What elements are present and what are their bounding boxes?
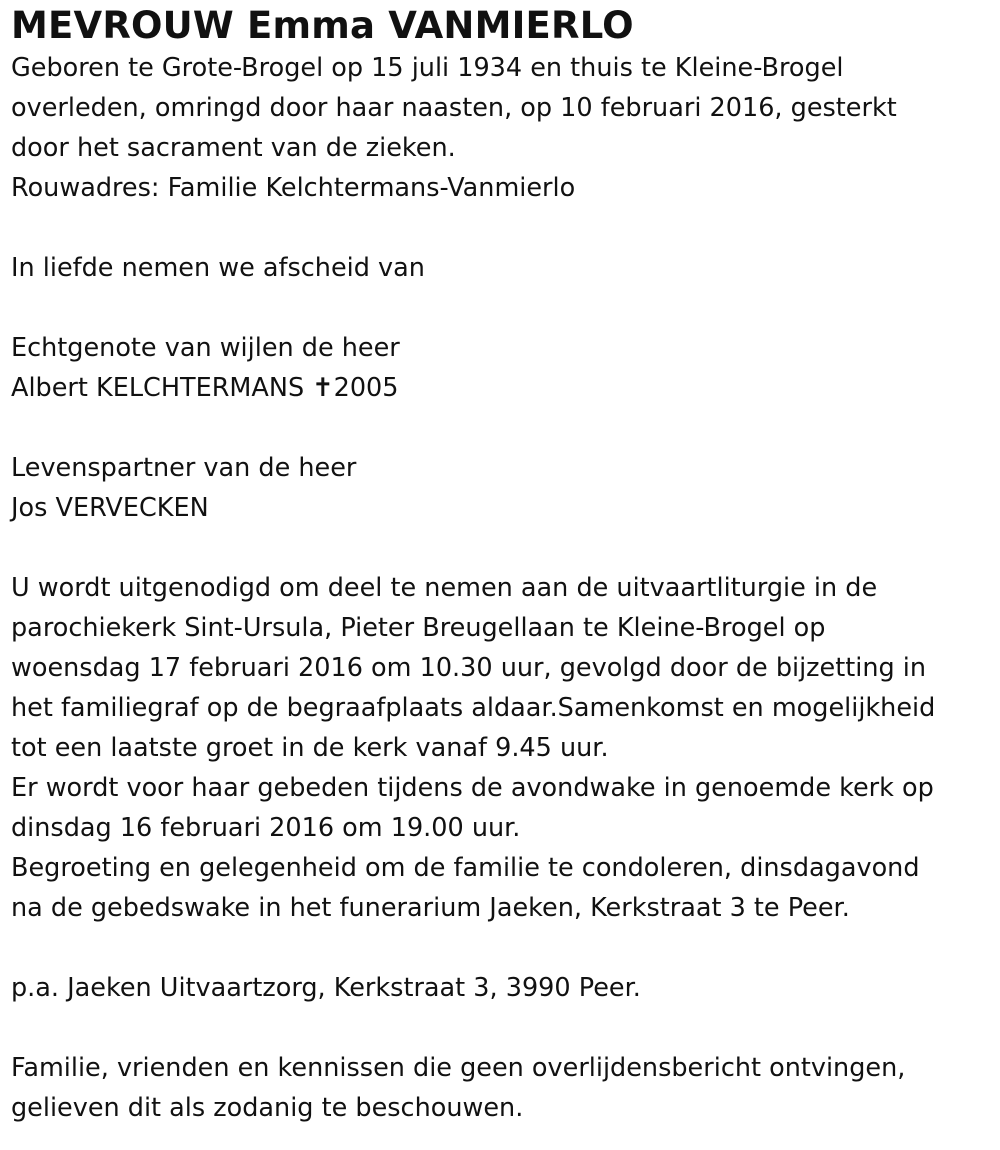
spacer bbox=[11, 208, 996, 248]
spouse-relation: Echtgenote van wijlen de heer bbox=[11, 333, 400, 363]
funeral-home-address: p.a. Jaeken Uitvaartzorg, Kerkstraat 3, 3990 Peer. bbox=[11, 973, 641, 1003]
intro-line: Geboren te Grote-Brogel op 15 juli 1934 en thuis te Kleine-Brogel bbox=[11, 53, 844, 83]
closing-line: gelieven dit als zodanig te beschouwen. bbox=[11, 1093, 524, 1123]
notice-body bbox=[11, 48, 996, 1128]
spacer bbox=[11, 288, 996, 328]
ceremony-line: tot een laatste groet in de kerk vanaf 9.45 uur. bbox=[11, 733, 609, 763]
spacer bbox=[11, 528, 996, 568]
notice-title: MEVROUW Emma VANMIERLO bbox=[11, 4, 634, 47]
spacer bbox=[11, 408, 996, 448]
mourning-address: Rouwadres: Familie Kelchtermans-Vanmierlo bbox=[11, 173, 576, 203]
intro-line: overleden, omringd door haar naasten, op 10 februari 2016, gesterkt bbox=[11, 93, 897, 123]
spacer bbox=[11, 1008, 996, 1048]
spouse-name: Albert KELCHTERMANS ✝2005 bbox=[11, 373, 399, 403]
closing-line: Familie, vrienden en kennissen die geen overlijdensbericht ontvingen, bbox=[11, 1053, 906, 1083]
death-notice bbox=[11, 0, 996, 1128]
ceremony-line: Begroeting en gelegenheid om de familie te condoleren, dinsdagavond bbox=[11, 853, 920, 883]
ceremony-line: U wordt uitgenodigd om deel te nemen aan de uitvaartliturgie in de bbox=[11, 573, 878, 603]
farewell-line: In liefde nemen we afscheid van bbox=[11, 253, 425, 283]
intro-paragraph bbox=[11, 48, 996, 208]
ceremony-line: woensdag 17 februari 2016 om 10.30 uur, gevolgd door de bijzetting in bbox=[11, 653, 927, 683]
partner-relation: Levenspartner van de heer bbox=[11, 453, 357, 483]
ceremony-line: dinsdag 16 februari 2016 om 19.00 uur. bbox=[11, 813, 521, 843]
spacer bbox=[11, 928, 996, 968]
partner-name: Jos VERVECKEN bbox=[11, 493, 209, 523]
closing-paragraph bbox=[11, 1048, 996, 1128]
ceremony-paragraph bbox=[11, 568, 996, 928]
intro-line: door het sacrament van de zieken. bbox=[11, 133, 456, 163]
ceremony-line: na de gebedswake in het funerarium Jaeken, Kerkstraat 3 te Peer. bbox=[11, 893, 850, 923]
spouse-block bbox=[11, 328, 996, 408]
partner-block bbox=[11, 448, 996, 528]
ceremony-line: het familiegraf op de begraafplaats aldaar.Samenkomst en mogelijkheid bbox=[11, 693, 936, 723]
ceremony-line: Er wordt voor haar gebeden tijdens de avondwake in genoemde kerk op bbox=[11, 773, 934, 803]
ceremony-line: parochiekerk Sint-Ursula, Pieter Breugellaan te Kleine-Brogel op bbox=[11, 613, 826, 643]
